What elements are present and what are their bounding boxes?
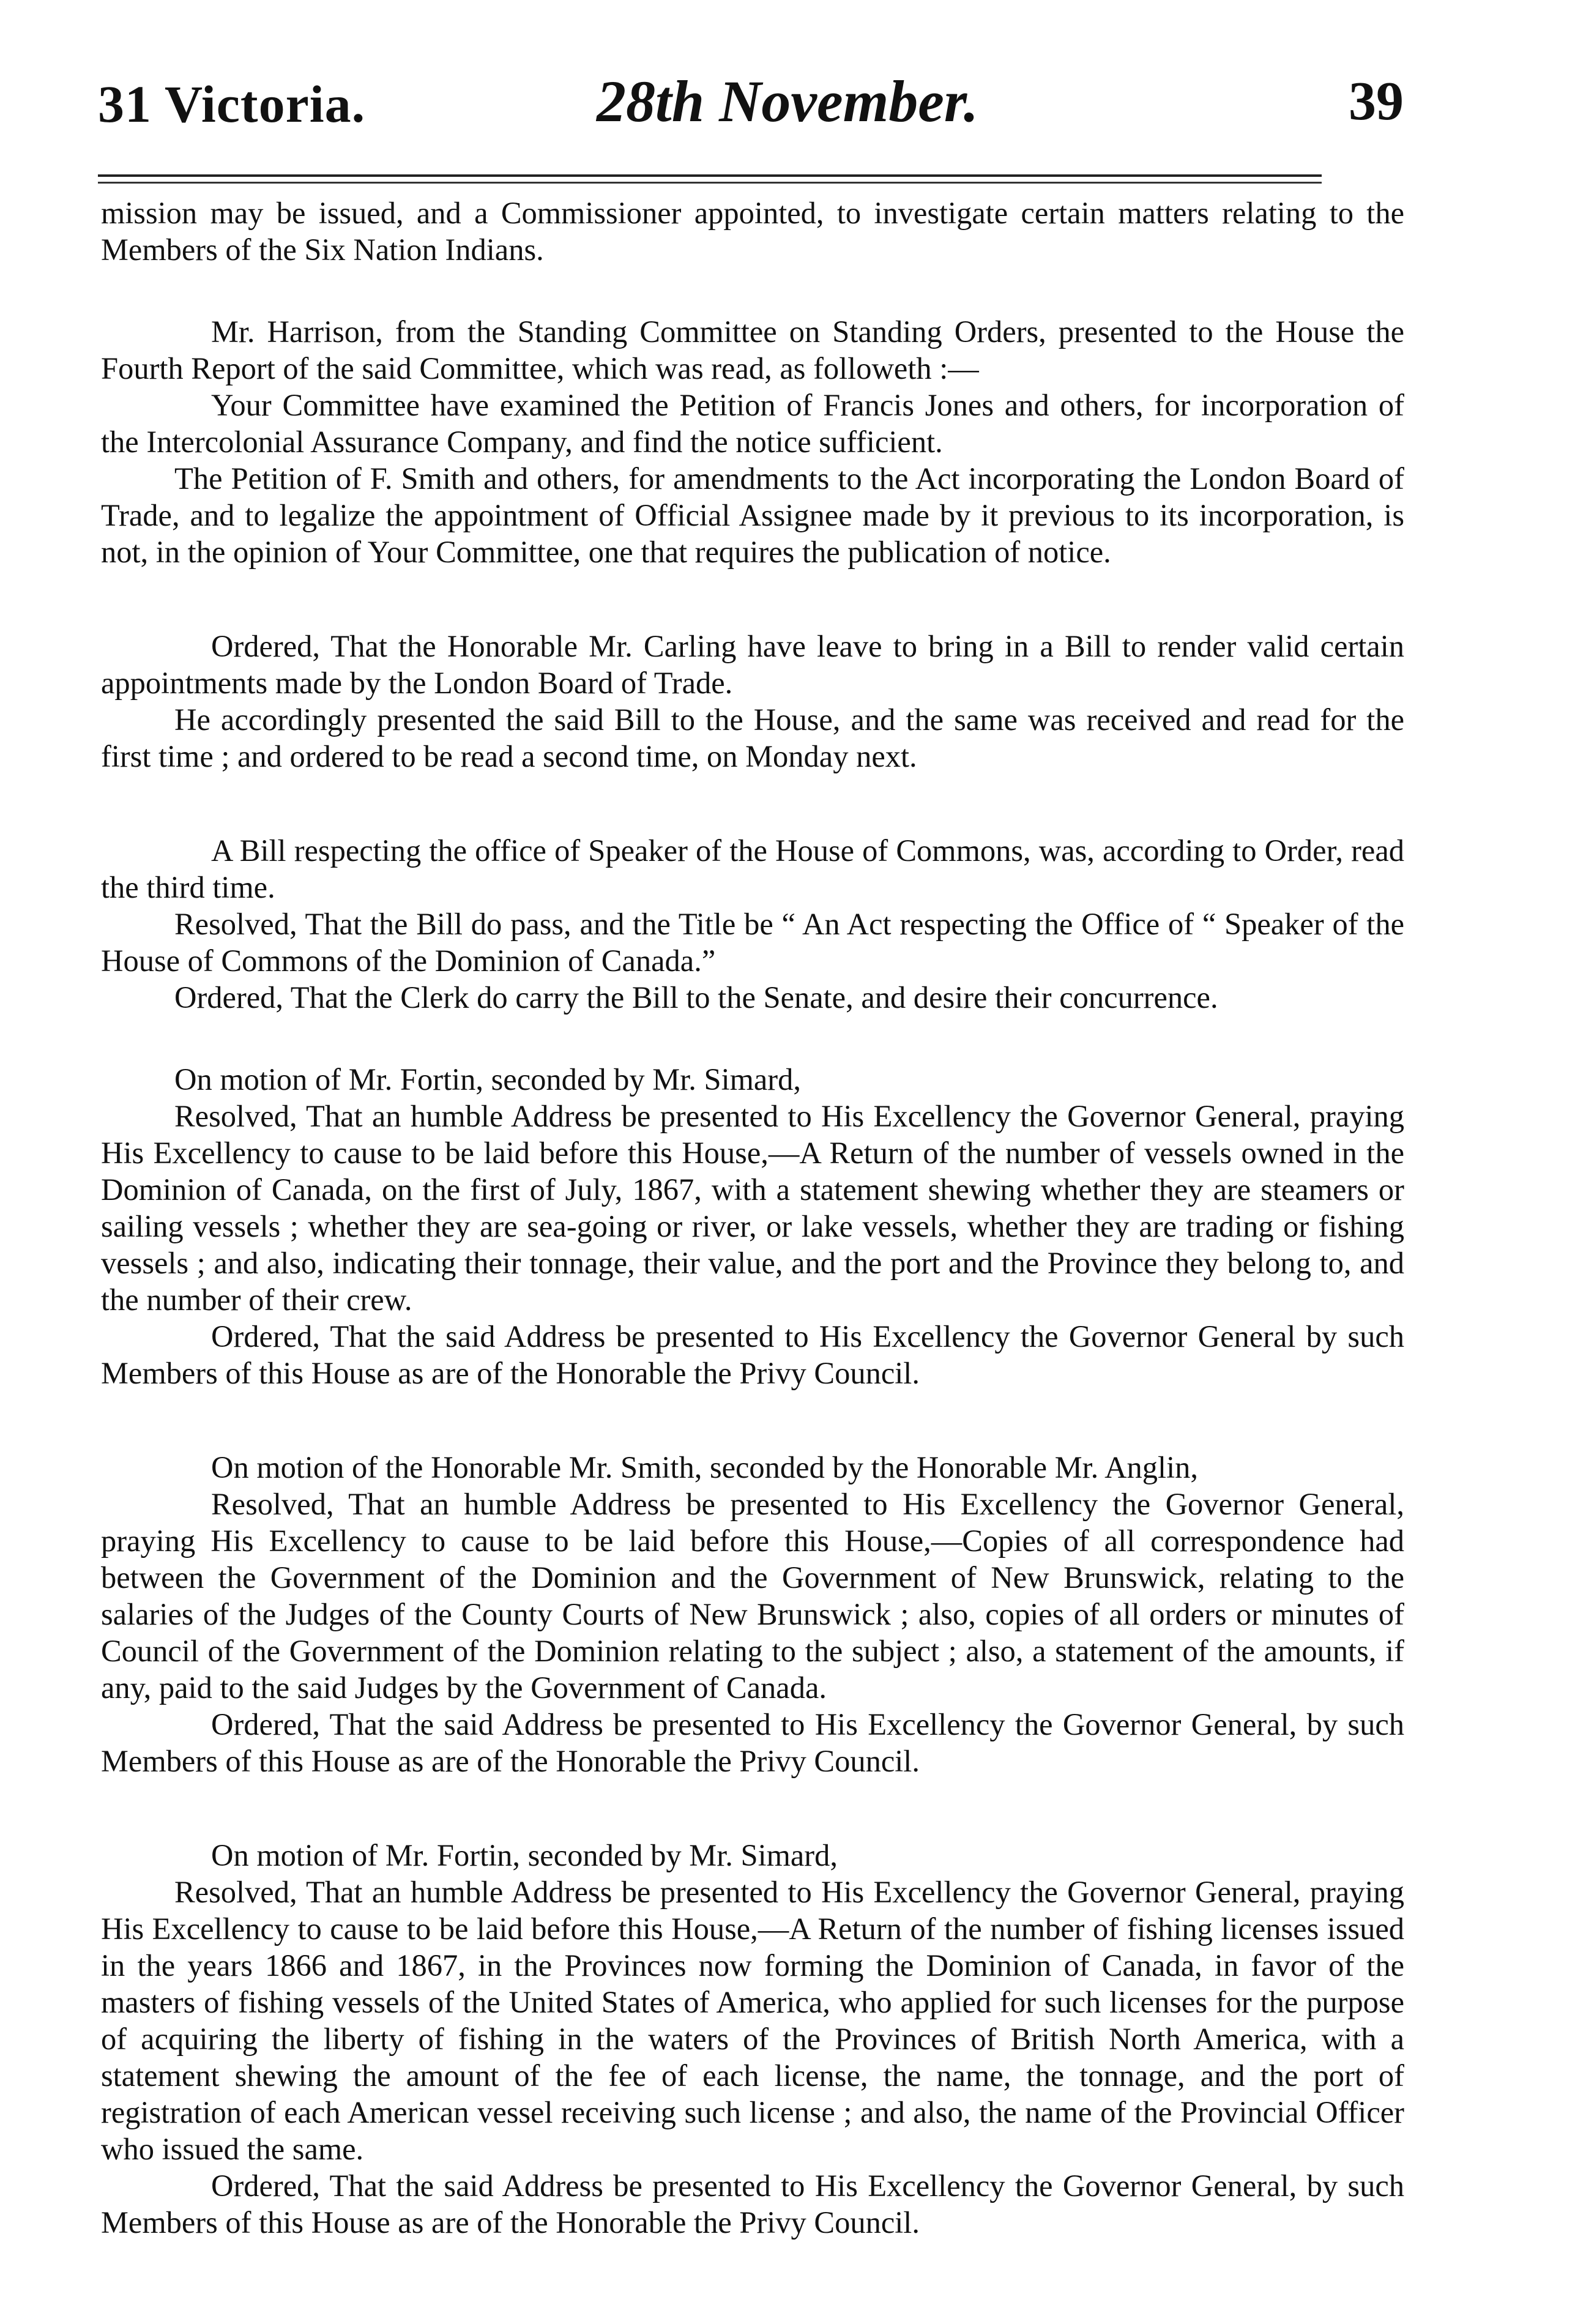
paragraph-resolved-bill-pass: Resolved, That the Bill do pass, and the Title be “ An Act respecting the Office of “ Speaker of the House of Commons of the Dominion of Canada.” [101,907,1404,978]
header-date: 28th November. [597,69,978,134]
header-rule-top [98,174,1322,177]
paragraph-commission-continuation: mission may be issued, and a Commissioner appointed, to investigate certain matters relating to the Members of the Six Nation Indians. [101,196,1404,267]
paragraph-ordered-clerk-senate: Ordered, That the Clerk do carry the Bill to the Senate, and desire their concurrence. [174,980,1218,1015]
paragraph-ordered-address-2: Ordered, That the said Address be presented to His Excellency the Governor General, by such Members of this House as are of the Honorable the Privy Council. [101,1707,1404,1778]
paragraph-speaker-bill: A Bill respecting the office of Speaker of the House of Commons, was, according to Order, read the third time. [101,833,1404,904]
paragraph-committee-report: Mr. Harrison, from the Standing Committee on Standing Orders, presented to the House the Fourth Report of the said Committee, which was read, as followeth :— [101,315,1404,385]
paragraph-motion-smith: On motion of the Honorable Mr. Smith, seconded by the Honorable Mr. Anglin, [211,1450,1198,1484]
paragraph-resolved-judges-correspondence: Resolved, That an humble Address be presented to His Excellency the Governor General, praying His Excellency to cause to be laid before this House,—Copies of all correspondence had between the Government of the Dominion and the Government of New Brunswick, relating to the salaries of the Judges of the County Courts of New Brunswick ; also, copies of all orders or minutes of Council of the Government of the Dominion relating to the subject ; also, a statement of the amounts, if any, paid to the said Judges by the Government of Canada. [101,1487,1404,1705]
paragraph-bill-first-reading: He accordingly presented the said Bill to the House, and the same was received and read for the first time ; and ordered to be read a second time, on Monday next. [101,702,1404,773]
paragraph-report-board-of-trade: The Petition of F. Smith and others, for amendments to the Act incorporating the London Board of Trade, and to legalize the appointment of Official Assignee made by it previous to its incorporation, is not, in the opinion of Your Committee, one that requires the publication of notice. [101,461,1404,569]
page-header [0,67,1575,135]
paragraph-resolved-vessels-return: Resolved, That an humble Address be presented to His Excellency the Governor General, praying His Excellency to cause to be laid before this House,—A Return of the number of vessels owned in the Dominion of Canada, on the first of July, 1867, with a statement shewing whether they are steamers or sailing vessels ; whether they are sea-going or river, or lake vessels, whether they are trading or fishing vessels ; and also, indicating their tonnage, their value, and the port and the Province they belong to, and the number of their crew. [101,1099,1404,1317]
paragraph-ordered-address-1: Ordered, That the said Address be presented to His Excellency the Governor General by such Members of this House as are of the Honorable the Privy Council. [101,1319,1404,1390]
header-regnal-year: 31 Victoria. [98,75,366,133]
header-rule-bottom [98,182,1322,184]
journal-body [101,195,1404,2241]
paragraph-motion-fortin-2: On motion of Mr. Fortin, seconded by Mr. Simard, [211,1838,838,1872]
paragraph-ordered-carling-bill: Ordered, That the Honorable Mr. Carling have leave to bring in a Bill to render valid certain appointments made by the London Board of Trade. [101,629,1404,700]
paragraph-resolved-fishing-licenses: Resolved, That an humble Address be presented to His Excellency the Governor General, praying His Excellency to cause to be laid before this House,—A Return of the number of fishing licenses issued in the years 1866 and 1867, in the Provinces now forming the Dominion of Canada, in favor of the masters of fishing vessels of the United States of America, who applied for such licenses for the purpose of acquiring the liberty of fishing in the waters of the Provinces of British North America, with a statement shewing the amount of the fee of each license, the name, the tonnage, and the port of registration of each American vessel receiving such license ; and also, the name of the Provincial Officer who issued the same. [101,1875,1404,2166]
paragraph-motion-fortin-1: On motion of Mr. Fortin, seconded by Mr. Simard, [174,1062,801,1097]
page-number: 39 [1349,71,1404,132]
paragraph-ordered-address-3: Ordered, That the said Address be presented to His Excellency the Governor General, by such Members of this House as are of the Honorable the Privy Council. [101,2169,1404,2240]
paragraph-report-assurance: Your Committee have examined the Petition of Francis Jones and others, for incorporation of the Intercolonial Assurance Company, and find the notice sufficient. [101,388,1404,459]
